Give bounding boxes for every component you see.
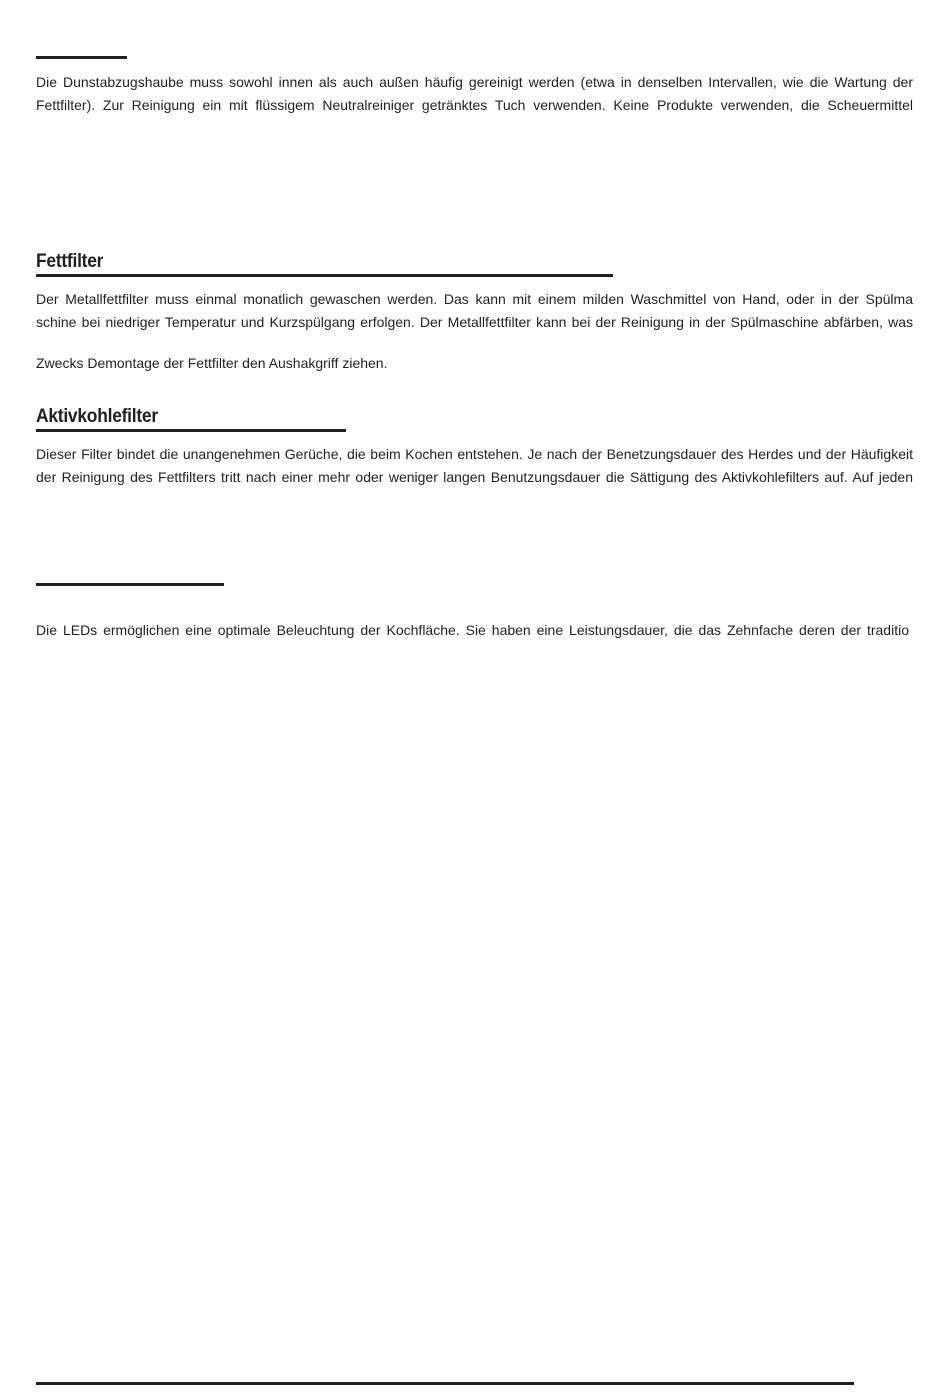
section-rule-grease-filter (36, 274, 613, 277)
text-line: Die LEDs ermöglichen eine optimale Beleuchtung der Kochfläche. Sie haben eine Leistungsdauer, die das Zehnfache deren der traditio (36, 622, 909, 638)
text-line: Der Metallfettfilter muss einmal monatlich gewaschen werden. Das kann mit einem milden Waschmittel von Hand, oder in der Spülma (36, 291, 913, 307)
text-line: der Reinigung des Fettfilters tritt nach einer mehr oder weniger langen Benutzungsdauer die Sättigung des Aktivkohlefilters auf. Auf jeden (36, 469, 913, 485)
grease-filter-paragraph (36, 288, 913, 334)
text-line: Zwecks Demontage der Fettfilter den Aushakgriff ziehen. (36, 355, 388, 371)
cleaning-paragraph (36, 71, 913, 117)
text-line: Fettfilter). Zur Reinigung ein mit flüssigem Neutralreiniger getränktes Tuch verwenden. Keine Produkte verwenden, die Scheuermittel (36, 97, 913, 113)
section-heading-grease-filter: Fettfilter (36, 251, 104, 272)
section-rule-lighting (36, 583, 224, 586)
section-rule-charcoal-filter (36, 429, 346, 432)
charcoal-filter-paragraph (36, 443, 913, 489)
grease-filter-note (36, 352, 913, 375)
text-line: Die Dunstabzugshaube muss sowohl innen als auch außen häufig gereinigt werden (etwa in denselben Intervallen, wie die Wartung der (36, 74, 913, 90)
footer-rule (36, 1382, 854, 1385)
text-line: schine bei niedriger Temperatur und Kurzspülgang erfolgen. Der Metallfettfilter kann bei der Reinigung in der Spülmaschine abfärben, was (36, 314, 913, 330)
lighting-paragraph (36, 619, 913, 642)
text-line: Dieser Filter bindet die unangenehmen Gerüche, die beim Kochen entstehen. Je nach der Benetzungsdauer des Herdes und der Häufigkeit (36, 446, 913, 462)
section-heading-charcoal-filter: Aktivkohlefilter (36, 406, 158, 427)
section-rule-cleaning (36, 56, 127, 59)
